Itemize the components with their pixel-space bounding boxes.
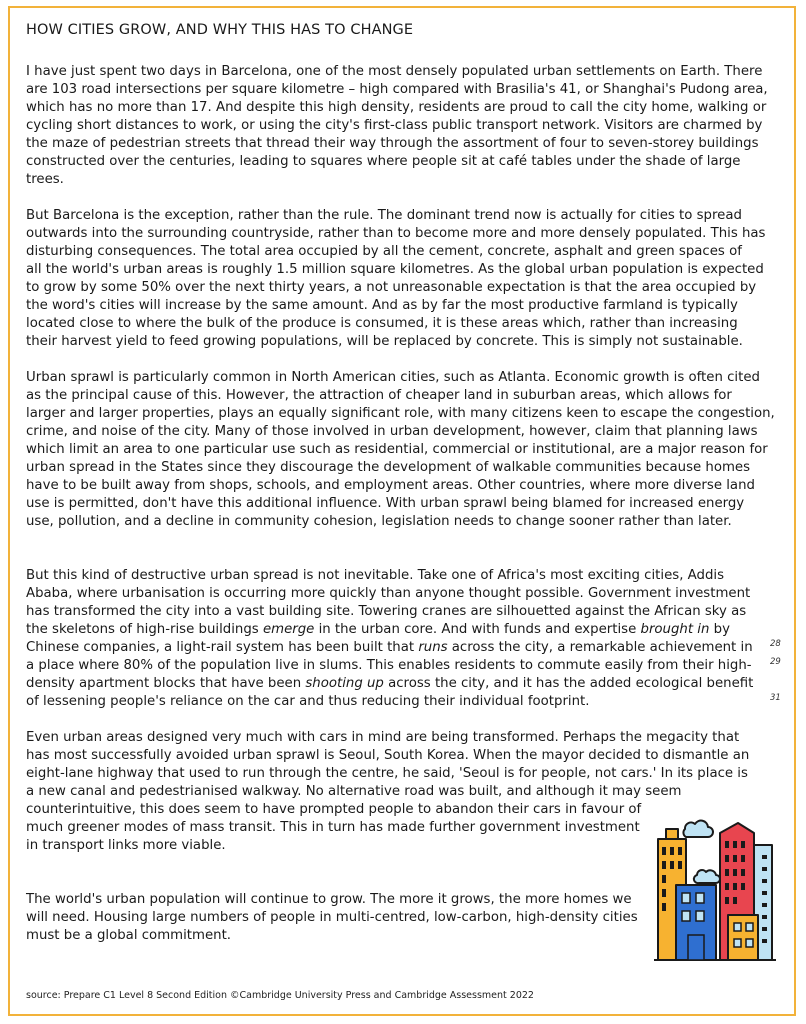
paragraph-line: in transport links more viable. <box>26 838 226 853</box>
paragraph-line: I have just spent two days in Barcelona, one of the most densely populated urban settlements on Earth. There <box>26 64 763 79</box>
emphasis-shooting-up: shooting up <box>305 676 384 691</box>
paragraph-4 <box>26 567 762 711</box>
paragraph-line: constructed over the centuries, leading to squares where people sit at café tables under the shade of large <box>26 154 741 169</box>
paragraph-line: the maze of pedestrian streets that thread their way through the assortment of four to seven-storey buildings <box>26 136 759 151</box>
article-title: HOW CITIES GROW, AND WHY THIS HAS TO CHANGE <box>26 22 414 38</box>
source-credit: source: Prepare C1 Level 8 Second Edition ©Cambridge University Press and Cambridge Assessment 2022 <box>26 990 534 1001</box>
paragraph-line: a new canal and pedestrianised walkway. No alternative road was built, and although it may seem <box>26 784 682 799</box>
paragraph-line: counterintuitive, this does seem to have prompted people to abandon their cars in favour of <box>26 802 642 817</box>
emphasis-runs: runs <box>418 640 448 655</box>
paragraph-line: use is permitted, don't have this additional influence. With urban sprawl being blamed for increased energy <box>26 496 745 511</box>
paragraph-line: eight-lane highway that used to run through the centre, he said, 'Seoul is for people, not cars.' In its place is <box>26 766 748 781</box>
paragraph-line: all the world's urban areas is roughly 1.5 million square kilometres. As the global urban population is expected <box>26 262 764 277</box>
paragraph-line: the word's cities will increase by the same amount. And as by far the most productive farmland is typically <box>26 298 738 313</box>
paragraph-line: urban spread in the States since they discourage the development of walkable communities because homes <box>26 460 751 475</box>
paragraph-line: of lessening people's reliance on the car and thus reducing their individual footprint. <box>26 694 590 709</box>
paragraph-line: The world's urban population will continue to grow. The more it grows, the more homes we <box>26 892 632 907</box>
paragraph-line: disturbing consequences. The total area occupied by all the cement, concrete, asphalt and green spaces of <box>26 244 742 259</box>
emphasis-brought-in: brought in <box>640 622 710 637</box>
paragraph-line: are 103 road intersections per square kilometre – high compared with Brasilia's 41, or Shanghai's Pudong area, <box>26 82 768 97</box>
paragraph-line: have to be built away from shops, schools, and employment areas. Other countries, where more diverse land <box>26 478 755 493</box>
paragraph-line: Ababa, where urbanisation is occurring more quickly than anyone thought possible. Government investment <box>26 586 751 601</box>
line-number-28: 28 <box>770 639 781 649</box>
paragraph-line: much greener modes of mass transit. This in turn has made further government investment <box>26 820 640 835</box>
paragraph-line: larger and larger properties, plays an equally significant role, with many citizens keen to escape the congestion, <box>26 406 775 421</box>
paragraph-line: trees. <box>26 172 64 187</box>
paragraph-3 <box>26 369 775 531</box>
paragraph-line: the skeletons of high-rise buildings emerge in the urban core. And with funds and expertise brought in by <box>26 622 730 637</box>
city-buildings-icon <box>652 815 778 965</box>
paragraph-line: which limit an area to one particular use such as residential, commercial or institutional, are a major reason for <box>26 442 768 457</box>
paragraph-line: their harvest yield to feed growing populations, will be replaced by concrete. This is simply not sustainable. <box>26 334 743 349</box>
paragraph-1 <box>26 63 768 189</box>
paragraph-line: Chinese companies, a light-rail system has been built that runs across the city, a remarkable achievement in <box>26 640 753 655</box>
paragraph-line: must be a global commitment. <box>26 928 232 943</box>
paragraph-line: located close to where the bulk of the produce is consumed, it is these areas which, rather than increasing <box>26 316 738 331</box>
paragraph-line: Urban sprawl is particularly common in North American cities, such as Atlanta. Economic growth is often cited <box>26 370 760 385</box>
paragraph-line: has most successfully avoided urban sprawl is Seoul, South Korea. When the mayor decided to dismantle an <box>26 748 750 763</box>
paragraph-line: will need. Housing large numbers of people in multi-centred, low-carbon, high-density cities <box>26 910 638 925</box>
paragraph-line: use, pollution, and a decline in community cohesion, legislation needs to change sooner rather than later. <box>26 514 732 529</box>
paragraph-line: cycling short distances to work, or using the city's first-class public transport network. Visitors are charmed by <box>26 118 763 133</box>
paragraph-line: crime, and noise of the city. Many of those involved in urban development, however, claim that planning laws <box>26 424 758 439</box>
paragraph-line: But Barcelona is the exception, rather than the rule. The dominant trend now is actually for cities to spread <box>26 208 742 223</box>
line-number-29: 29 <box>770 657 781 667</box>
paragraph-line: a place where 80% of the population live in slums. This enables residents to commute easily from their high- <box>26 658 752 673</box>
paragraph-line: outwards into the surrounding countryside, rather than to become more and more densely populated. This has <box>26 226 766 241</box>
paragraph-line: as the principal cause of this. However, the attraction of cheaper land in suburban areas, which allows for <box>26 388 732 403</box>
paragraph-line: to grow by some 50% over the next thirty years, a not unreasonable expectation is that the area occupied by <box>26 280 757 295</box>
paragraph-line: which has no more than 17. And despite this high density, residents are proud to call the city home, walking or <box>26 100 767 115</box>
paragraph-line: But this kind of destructive urban spread is not inevitable. Take one of Africa's most exciting cities, Addis <box>26 568 725 583</box>
paragraph-line: has transformed the city into a vast building site. Towering cranes are silhouetted against the African sky as <box>26 604 747 619</box>
paragraph-2 <box>26 207 766 351</box>
paragraph-line: density apartment blocks that have been shooting up across the city, and it has the added ecological benefit <box>26 676 754 691</box>
emphasis-emerge: emerge <box>262 622 315 637</box>
line-number-31: 31 <box>770 693 781 703</box>
paragraph-line: Even urban areas designed very much with cars in mind are being transformed. Perhaps the megacity that <box>26 730 740 745</box>
